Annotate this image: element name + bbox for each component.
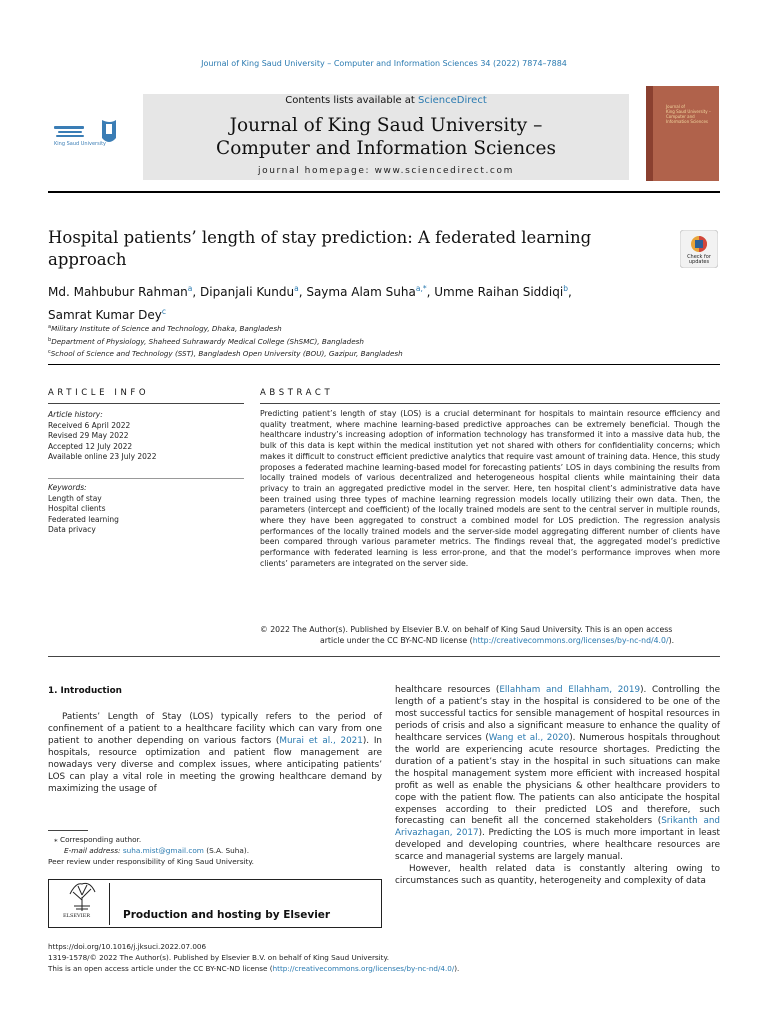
author-list: Md. Mahbubur Rahman$^a$, Dipanjali Kundu$^a$, Sayma Alam Suha$^{a,*}$, Umme Raihan Siddiqi$^b$, Samrat Kumar Dey$^c$ [48, 284, 572, 322]
contents-line [143, 95, 629, 106]
email-footnote [48, 845, 378, 856]
homepage-label: journal homepage: [258, 166, 375, 176]
affiliation [48, 347, 668, 360]
intro-text: ). Numerous hospitals throughout the world are experiencing acute resource shortages. Predicting the duration of a patient’s stay in the hospital in such situations can make the hospital management system more efficient with increased hospital profit as well as enable the physicians & other healthcare providers to cope with the patient flow. The patients can also anticipate the hospital expenses according to their predicted LOS and therefore, such forecasting can benefit all the concerned stakeholders ( [395, 732, 720, 827]
open-access-line [48, 964, 720, 975]
email-label: E-mail address: [64, 846, 123, 855]
abstract-rule [260, 403, 720, 404]
keyword: Federated learning [48, 514, 119, 524]
intro-right-column [395, 685, 720, 888]
cover-line-4: Information Sciences [666, 119, 709, 124]
copyright-prefix: article under the CC BY-NC-ND license ( [320, 636, 473, 645]
keyword: Hospital clients [48, 504, 106, 513]
keywords [48, 483, 244, 536]
author-name[interactable]: Sayma Alam Suha [306, 285, 416, 299]
affiliation-sup: a [48, 324, 52, 330]
intro-text: Patients’ Length of Stay (LOS) typically refers to the period of confinement of a patient to a healthcare facility which can vary from one patient to another depending on various factors ( [48, 712, 382, 746]
history-item: Received 6 April 2022 [48, 420, 131, 430]
affiliation [48, 322, 668, 335]
article-title-line2: approach [48, 250, 127, 269]
journal-title-line2: Computer and Information Sciences [216, 138, 556, 159]
university-logo [48, 94, 132, 178]
article-info-heading: ARTICLE INFO [48, 388, 150, 398]
abstract-text: Predicting patient’s length of stay (LOS) is a crucial determinant for hospitals to maintain resource efficiency and quality treatment, where machine learning-based predictive approaches can be extremely beneficial. Though the healthcare industry’s increasing adoption of information technology has transformed it into a massive data hub, the bulk of this data is kept within the medical institution yet not shared with others for confidentiality concerns; which makes it difficult to construct efficient predictive analytics that require vast amount of training data. Hence, this study proposes a federated machine learning-based model for forecasting patients’ LOS in days combining the results from locally trained models of various decentralized and heterogeneous hospital clients while maintaining their data privacy to train an aggregated predictive model in the server. Here, ten hospital client’s administrative data have been trained using three types of machine learning regression models locally utilizing their own data. Then, the parameters (intercept and coefficient) of the locally trained models are sent to the central server in multiple rounds, where they have been aggregated to construct a combined model for LOS prediction. The regression analysis performances of the locally trained models and the server-side model aggregating different number of clients have been compared through various parameter metrics. The findings reveal that, the aggregated model’s predictive performance with federated learning is less error-prone, and that the model’s performance improves when more clients’ parameters are integrated on the server side. [260, 409, 720, 568]
cover-line-1: Journal of [666, 104, 685, 109]
production-hosting-text: Production and hosting by Elsevier [123, 909, 331, 921]
author-sup[interactable]: a,* [415, 284, 427, 293]
journal-title [143, 114, 629, 160]
citation-link[interactable]: Murai et al., 2021 [279, 735, 363, 746]
intro-paragraph [48, 712, 382, 796]
keywords-rule [48, 478, 244, 479]
affiliation-sup: b [48, 336, 52, 343]
oa-prefix: This is an open access article under the CC BY-NC-ND license ( [48, 964, 273, 973]
journal-homepage [143, 166, 629, 176]
copyright-suffix: ). [668, 636, 675, 645]
keywords-label: Keywords: [48, 483, 87, 492]
abstract-heading: ABSTRACT [260, 388, 334, 398]
article-title [48, 227, 648, 271]
affiliation-text: School of Science and Technology (SST), Bangladesh Open University (BOU), Gazipur, Bangladesh [50, 349, 403, 358]
journal-title-line1: Journal of King Saud University – [229, 115, 543, 136]
check-for-updates-badge[interactable] [680, 230, 718, 268]
email-link[interactable]: suha.mist@gmail.com [122, 846, 204, 855]
homepage-link[interactable]: www.sciencedirect.com [374, 166, 514, 176]
intro-text: healthcare resources ( [395, 685, 500, 695]
history-label: Article history: [48, 410, 103, 419]
journal-reference[interactable]: Journal of King Saud University – Computer and Information Sciences 34 (2022) 7874–7884 [201, 59, 567, 68]
keyword: Data privacy [48, 525, 96, 534]
author-sup[interactable]: b [563, 284, 568, 293]
crossmark-label: Check for updates [687, 254, 711, 265]
article-title-line1: Hospital patients’ length of stay prediction: A federated learning [48, 228, 592, 247]
history-item: Available online 23 July 2022 [48, 452, 157, 461]
history-item: Accepted 12 July 2022 [48, 441, 133, 451]
history-item: Revised 29 May 2022 [48, 431, 129, 440]
contents-prefix: Contents lists available at [285, 95, 419, 106]
journal-cover[interactable] [646, 86, 719, 181]
university-logo-text: King Saud University [54, 141, 106, 147]
publisher-divider [109, 883, 110, 925]
intro-paragraph: However, health related data is constantly altering owing to circumstances such as quantity, heterogeneity and complexity of data [395, 864, 720, 887]
elsevier-logo-text: ELSEVIER [63, 913, 91, 919]
peer-review-note: Peer review under responsibility of King Saud University. [48, 857, 254, 866]
author-sup[interactable]: a [187, 284, 193, 293]
affiliation [48, 335, 668, 348]
abstract-bottom-rule [48, 656, 720, 657]
author-name[interactable]: Dipanjali Kundu [200, 285, 295, 299]
cover-line-2: King Saud University – [666, 109, 711, 114]
citation-link[interactable]: Srikanth and Arivazhagan, 2017 [395, 816, 720, 839]
intro-left-column [48, 712, 382, 796]
author-sup[interactable]: a [294, 284, 299, 293]
author-name[interactable]: Md. Mahbubur Rahman [48, 285, 188, 299]
abstract-copyright [260, 624, 720, 646]
footnote-rule [48, 830, 88, 831]
affiliation-sup: c [48, 349, 51, 355]
article-info-rule [48, 403, 244, 404]
doi-link[interactable]: https://doi.org/10.1016/j.jksuci.2022.07.006 [48, 942, 207, 951]
author-sup[interactable]: c [161, 307, 166, 316]
intro-text: ). In hospitals, resource optimization and patient flow management are nowadays very diverse and complex issues, where anticipating patients’ LOS can play a vital role in meeting the growing healthcare demand by maximizing the usage of [48, 735, 383, 794]
affiliations [48, 322, 668, 360]
copyright-line2 [260, 635, 720, 646]
intro-text: ). Predicting the LOS is much more important in least developed and developing countries, where healthcare resources are scarce and managerial systems are largely manual. [395, 828, 720, 863]
affiliation-text: Military Institute of Science and Technology, Dhaka, Bangladesh [51, 324, 282, 333]
sciencedirect-link[interactable]: ScienceDirect [418, 95, 487, 106]
keyword: Length of stay [48, 493, 102, 503]
intro-text: ). Controlling the length of a patient’s stay in the hospital is considered to be one of the most successful tactics for sensible management of hospital resources in periods of crisis and also a significant measure to enhance the quality of healthcare services ( [395, 685, 720, 743]
citation-link[interactable]: Wang et al., 2020 [488, 732, 570, 743]
section-heading-introduction: 1. Introduction [48, 686, 122, 696]
corresponding-author-note: ⁎ Corresponding author. [54, 835, 142, 844]
email-suffix: (S.A. Suha). [203, 846, 250, 855]
author-name[interactable]: Samrat Kumar Dey [48, 308, 162, 322]
header-rule [48, 191, 720, 193]
cover-text [666, 104, 711, 124]
copyright-line1: © 2022 The Author(s). Published by Elsevier B.V. on behalf of King Saud University. This is an open access [260, 625, 673, 634]
citation-link[interactable]: Ellahham and Ellahham, 2019 [499, 685, 641, 695]
issn-line: 1319-1578/© 2022 The Author(s). Published by Elsevier B.V. on behalf of King Saud University. [48, 953, 390, 962]
cc-license-link[interactable]: http://creativecommons.org/licenses/by-nc-nd/4.0/ [472, 636, 669, 645]
article-history [48, 410, 244, 463]
oa-suffix: ). [454, 964, 460, 973]
author-name[interactable]: Umme Raihan Siddiqi [434, 285, 564, 299]
footer-license-link[interactable]: http://creativecommons.org/licenses/by-nc-nd/4.0/ [272, 964, 455, 973]
affiliation-text: Department of Physiology, Shaheed Suhrawardy Medical College (ShSMC), Bangladesh [51, 336, 364, 346]
cover-stripe [646, 86, 653, 181]
affiliations-rule [48, 364, 720, 365]
cover-line-3: Computer and [666, 114, 695, 119]
intro-paragraph [395, 685, 720, 864]
